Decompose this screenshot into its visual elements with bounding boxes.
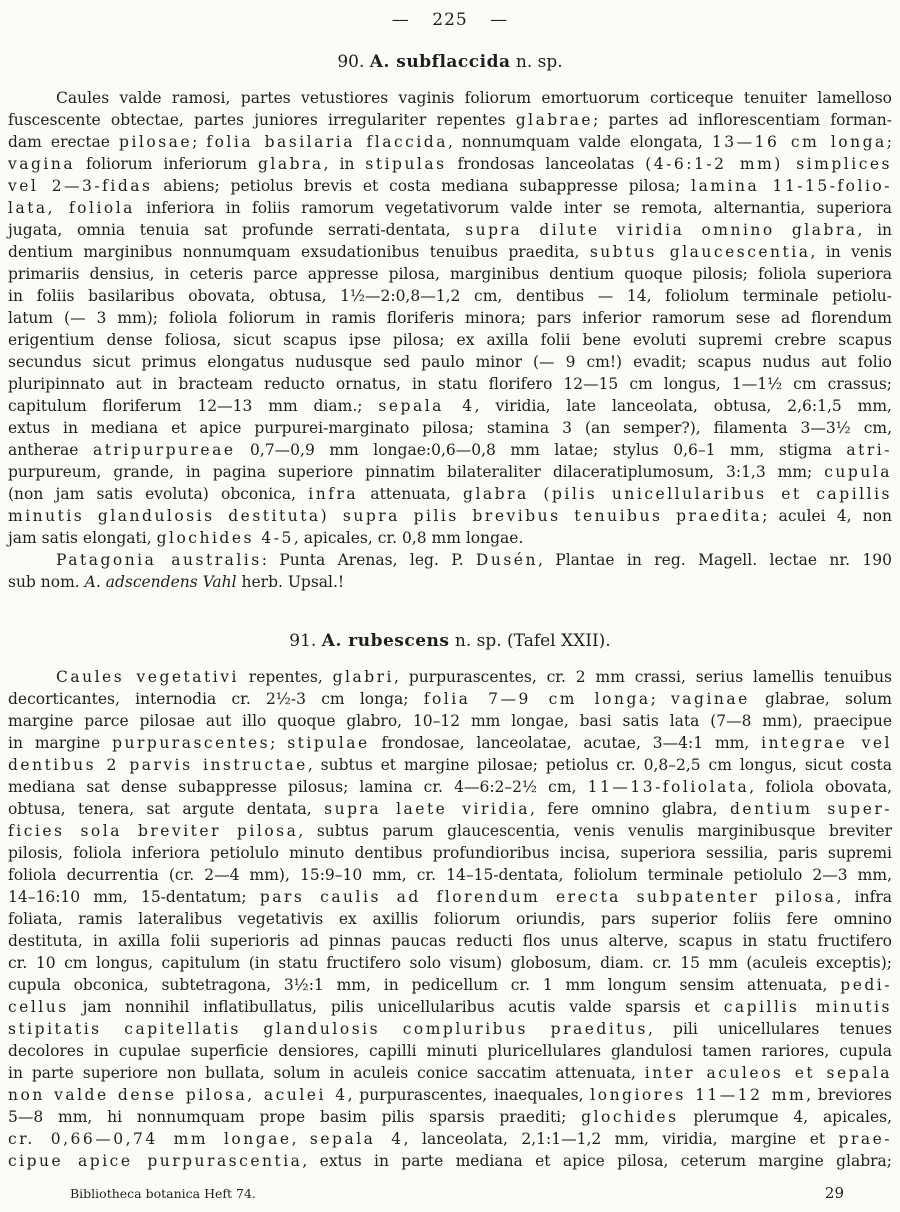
text-line: foliata, ramis lateralibus vegetativis ex axillis foliorum oriundis, pars superior foliis fere omnino	[8, 910, 892, 928]
text-line: vel 2—3-fidas abiens; petiolus brevis et costa mediana subappresse pilosa; lamina 11-15-folio-	[8, 177, 892, 195]
footer-imprint: Bibliotheca botanica Heft 74.	[70, 1186, 256, 1201]
page-footer	[8, 1184, 892, 1202]
text-line: vagina foliorum inferiorum glabra, in stipulas frondosas lanceolatas (4-6:1-2 mm) simplices	[8, 155, 892, 173]
scanned-page	[0, 10, 900, 1202]
text-line: destituta, in axilla folii superioris ad pinnas paucas reducti flos unus alterve, scapus in statu fructifero	[8, 932, 892, 950]
text-line: in margine purpurascentes; stipulae frondosae, lanceolatae, acutae, 3—4:1 mm, integrae vel	[8, 734, 893, 752]
text-line: 5—8 mm, hi nonnumquam prope basim pilis sparsis praediti; glochides plerumque 4, apicales,	[8, 1108, 892, 1126]
text-line: primariis densius, in ceteris parce appresse pilosa, marginibus dentium quoque pilosis; foliola superiora	[8, 265, 892, 283]
heading-number: 91.	[289, 631, 317, 651]
text-line: in parte superiore non bullata, solum in aculeis conice saccatim attenuata, inter aculeos et sepala	[8, 1064, 892, 1082]
text-line: (non jam satis evoluta) obconica, infra attenuata, glabra (pilis unicellularibus et capillis	[8, 485, 892, 503]
text-line: secundus sicut primus elongatus nudusque sed paulo minor (— 9 cm!) evadit; scapus nudus aut folio	[8, 353, 892, 371]
text-line: decolores in cupulae superficie densiores, capilli minuti pluricellulares glandulosi tamen rariores, cupula	[8, 1042, 892, 1060]
text-line: capitulum floriferum 12—13 mm diam.; sepala 4, viridia, late lanceolata, obtusa, 2,6:1,5 mm,	[8, 397, 892, 415]
text-line: Caules vegetativi repentes, glabri, purpurascentes, cr. 2 mm crassi, serius lamellis tenuibus	[56, 668, 892, 686]
text-line: foliola decurrentia (cr. 2—4 mm), 15:9–10 mm, cr. 14–15-dentata, foliolum terminale petiolulo 2—3 mm,	[8, 866, 892, 884]
heading-suffix: n. sp.	[515, 52, 563, 72]
text-line: minutis glandulosis destituta) supra pilis brevibus tenuibus praedita; aculei 4, non	[8, 507, 892, 525]
species-name-rubescens: A. rubescens	[321, 631, 450, 651]
text-line: cr. 0,66—0,74 mm longae, sepala 4, lanceolata, 2,1:1—1,2 mm, viridia, margine et prae-	[8, 1130, 893, 1148]
text-line: cipue apice purpurascentia, extus in parte mediana et apice pilosa, ceterum margine glabra;	[8, 1152, 892, 1170]
text-line: margine parce pilosae aut illo quoque glabro, 10–12 mm longae, basi satis lata (7—8 mm), praecipue	[8, 712, 892, 730]
text-line: Caules valde ramosi, partes vetustiores vaginis foliorum emortuorum corticeque tenuiter lamelloso	[56, 89, 892, 107]
species-name-subflaccida: A. subflaccida	[369, 52, 511, 72]
text-line: pluripinnato aut in bracteam reducto ornatus, in statu florifero 12—15 cm longus, 1—1½ cm crassus;	[8, 375, 892, 393]
text-line: decorticantes, internodia cr. 2½-3 cm longa; folia 7—9 cm longa; vaginae glabrae, solum	[8, 690, 892, 708]
heading-suffix: n. sp. (Tafel XXII).	[454, 631, 611, 651]
text-line: cupula obconica, subtetragona, 3½:1 mm, in pedicellum cr. 1 mm longum sensim attenuata, pedi-	[8, 976, 892, 994]
text-line: erigentium dense foliosa, sicut scapus ipse pilosa; ex axilla folii bene evoluti supremi crebre scapus	[8, 331, 892, 349]
text-line: obtusa, tenera, sat argute dentata, supra laete viridia, fere omnino glabra, dentium super-	[8, 800, 893, 818]
text-line: Patagonia australis: Punta Arenas, leg. P. Dusén, Plantae in reg. Magell. lectae nr. 190	[56, 551, 893, 569]
locality-paragraph-90	[8, 549, 892, 593]
text-line: cellus jam nonnihil inflatibullatus, pilis unicellularibus acutis valde sparsis et capillis minutis	[8, 998, 892, 1016]
text-line: dentium marginibus nonnumquam exsudationibus tenuibus praedita, subtus glaucescentia, in venis	[8, 243, 892, 261]
description-paragraph-91	[8, 666, 892, 1172]
text-line: purpureum, grande, in pagina superiore pinnatim bilateraliter dilaceratiplumosum, 3:1,3 mm; cupula	[8, 463, 892, 481]
text-line: non valde dense pilosa, aculei 4, purpurascentes, inaequales, longiores 11—12 mm, breviores	[8, 1086, 892, 1104]
text-line: fuscescente obtectae, partes juniores irregulariter repentes glabrae; partes ad inflorescentiam forman-	[8, 111, 892, 129]
species-heading-90	[8, 52, 892, 73]
text-line: antherae atripurpureae 0,7—0,9 mm longae:0,6—0,8 mm latae; stylus 0,6–1 mm, stigma atri-	[8, 441, 892, 459]
text-line: mediana sat dense subappresse pilosus; lamina cr. 4—6:2–2½ cm, 11—13-foliolata, foliola obovata,	[8, 778, 892, 796]
species-heading-91	[8, 631, 892, 652]
heading-number: 90.	[337, 52, 365, 72]
text-line: lata, foliola inferiora in foliis ramorum vegetativorum valde inter se remota, alternantia, superiora	[8, 199, 892, 217]
text-line: jugata, omnia tenuia sat profunde serrati-dentata, supra dilute viridia omnino glabra, in	[8, 221, 893, 239]
text-line: jam satis elongati, glochides 4-5, apicales, cr. 0,8 mm longae.	[8, 529, 524, 547]
description-paragraph-90	[8, 87, 892, 549]
page-header-number: — 225 —	[391, 10, 509, 30]
text-line: pilosis, foliola inferiora petiolulo minuto dentibus profundioribus incisa, superiora sessilia, paris supremi	[8, 844, 892, 862]
text-line: sub nom. A. adscendens Vahl herb. Upsal.!	[8, 573, 345, 591]
text-line: extus in mediana et apice purpurei-marginato pilosa; stamina 3 (an semper?), filamenta 3—3½ cm,	[8, 419, 892, 437]
text-line: cr. 10 cm longus, capitulum (in statu fructifero solo visum) globosum, diam. cr. 15 mm (aculeis exceptis);	[8, 954, 892, 972]
text-line: 14–16:10 mm, 15-dentatum; pars caulis ad florendum erecta subpatenter pilosa, infra	[8, 888, 893, 906]
text-line: dentibus 2 parvis instructae, subtus et margine pilosae; petiolus cr. 0,8–2,5 cm longus, sicut costa	[8, 756, 892, 774]
text-line: dam erectae pilosae; folia basilaria flaccida, nonnumquam valde elongata, 13—16 cm longa;	[8, 133, 892, 151]
text-line: in foliis basilaribus obovata, obtusa, 1½—2:0,8—1,2 cm, dentibus — 14, foliolum terminale petiolu-	[8, 287, 892, 305]
footer-page-number: 29	[824, 1184, 844, 1202]
text-line: latum (— 3 mm); foliola foliorum in ramis floriferis minora; pars inferior ramorum sese ad florendum	[8, 309, 892, 327]
text-line: ficies sola breviter pilosa, subtus parum glaucescentia, venis venulis marginibusque breviter	[8, 822, 892, 840]
text-line: stipitatis capitellatis glandulosis compluribus praeditus, pili unicellulares tenues	[8, 1020, 893, 1038]
